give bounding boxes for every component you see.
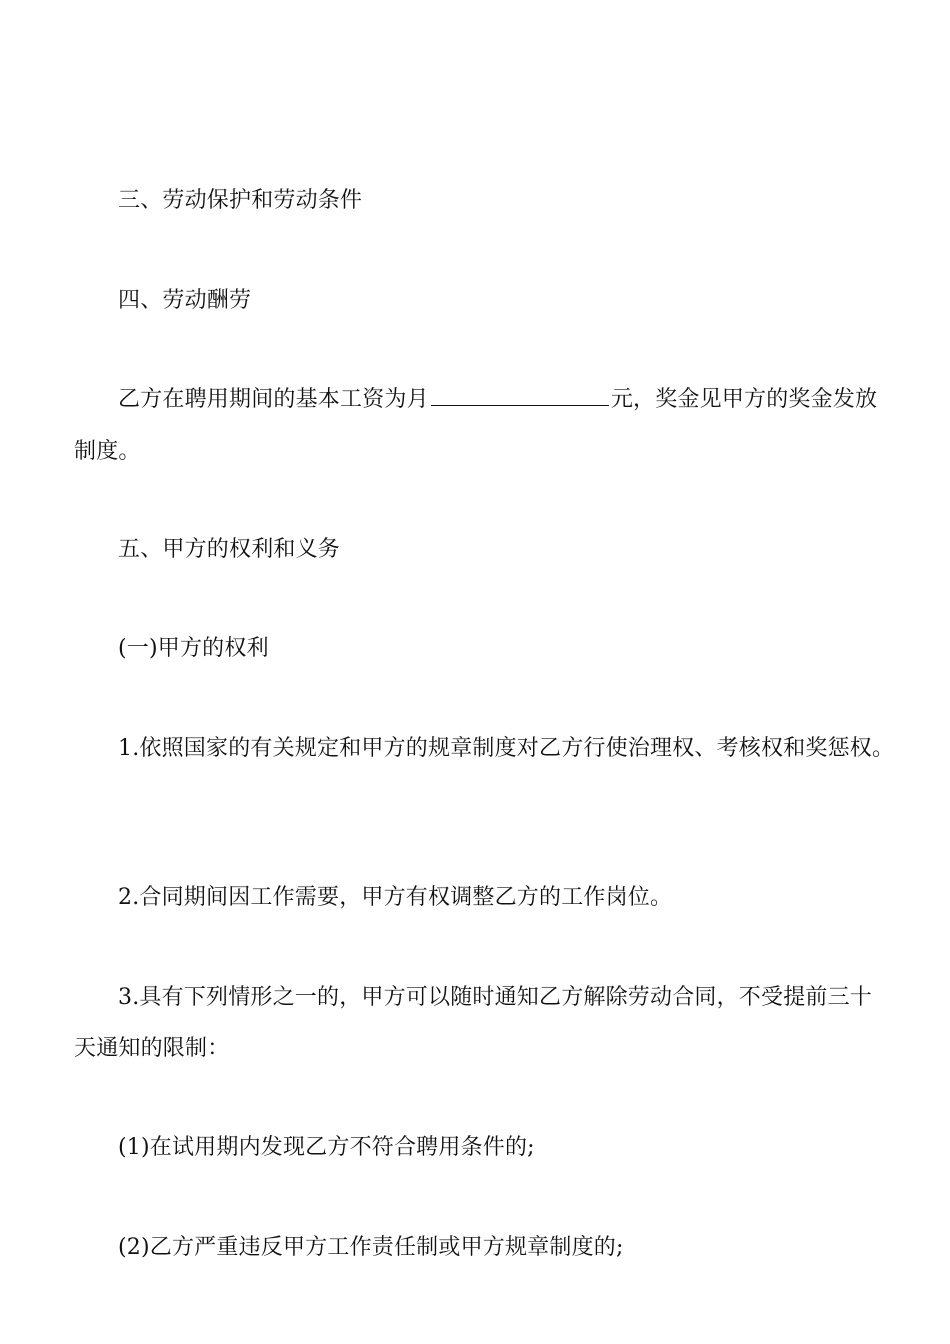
item-3-line-2: 天通知的限制：: [74, 1036, 230, 1061]
section-4-heading: 四、劳动酬劳: [118, 288, 252, 313]
subsection-5-1-heading: (一)甲方的权利: [118, 636, 269, 661]
salary-paragraph-line-1: [118, 385, 877, 415]
subitem-1: (1)在试用期内发现乙方不符合聘用条件的;: [118, 1135, 535, 1160]
item-2: 2.合同期间因工作需要，甲方有权调整乙方的工作岗位。: [118, 885, 673, 910]
item-3-line-1: 3.具有下列情形之一的，甲方可以随时通知乙方解除劳动合同，不受提前三十: [118, 985, 872, 1010]
subitem-2: (2)乙方严重违反甲方工作责任制或甲方规章制度的;: [118, 1235, 624, 1260]
salary-text-after-blank: 元，奖金见甲方的奖金发放: [610, 387, 878, 412]
salary-text-before-blank: 乙方在聘用期间的基本工资为月: [118, 387, 429, 412]
section-3-heading: 三、劳动保护和劳动条件: [118, 188, 363, 213]
section-5-heading: 五、甲方的权利和义务: [118, 537, 341, 562]
item-1: 1.依照国家的有关规定和甲方的规章制度对乙方行使治理权、考核权和奖惩权。: [118, 736, 895, 761]
salary-blank-field: [431, 385, 609, 406]
salary-paragraph-line-2: 制度。: [74, 439, 141, 464]
